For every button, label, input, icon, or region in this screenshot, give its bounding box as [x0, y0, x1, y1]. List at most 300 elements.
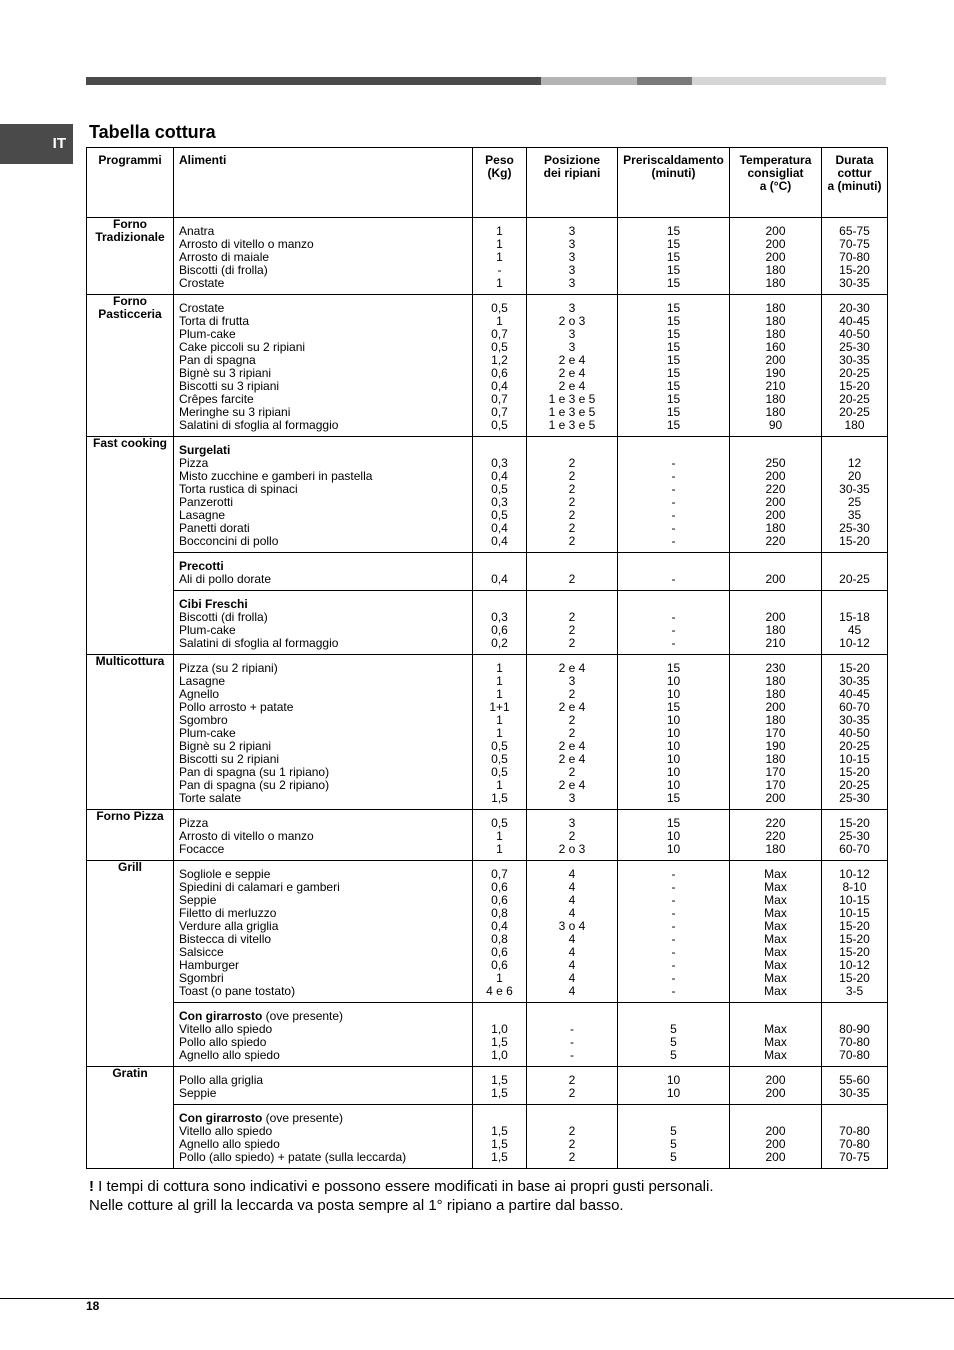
duration-value: 10-12 [839, 636, 870, 650]
food-item: Crostate [179, 276, 225, 290]
note-line-2: Nelle cotture al grill la leccarda va posta sempre al 1° ripiano a partire dal basso. [89, 1197, 624, 1214]
preheat-minutes: 10 [666, 752, 681, 766]
weight-value: 1,0 [491, 1048, 508, 1062]
food-item: Vitello allo spiedo [179, 1124, 273, 1138]
temperature-value: Max [764, 1035, 787, 1049]
weight-value: 1 [496, 314, 503, 328]
temperature-value: 180 [765, 301, 786, 315]
preheat-minutes: - [671, 456, 676, 470]
shelf-position: 2 o 3 [558, 314, 586, 328]
duration-value: 70-75 [839, 237, 870, 251]
table-row [87, 1067, 888, 1105]
preheat-minutes: 15 [666, 224, 681, 238]
header-line: (minuti) [651, 166, 696, 180]
preheat-minutes: 15 [666, 392, 681, 406]
bar-segment-dark [86, 77, 541, 85]
shelf-position-cell [527, 1067, 618, 1105]
duration-value: 15-20 [839, 945, 870, 959]
preheat-minutes: - [671, 919, 676, 933]
header-durata [822, 148, 888, 218]
food-item: Biscotti su 3 ripiani [179, 379, 280, 393]
duration-value: 20 [847, 469, 862, 483]
food-item: Sgombro [179, 713, 228, 727]
food-item: Plum-cake [179, 726, 236, 740]
preheat-minutes: - [671, 906, 676, 920]
shelf-position: 3 [568, 816, 576, 830]
temperature-value: Max [764, 958, 787, 972]
preheat-minutes: 10 [666, 713, 681, 727]
food-item: Toast (o pane tostato) [179, 984, 296, 998]
header-alimenti: Alimenti [174, 148, 473, 218]
preheat-minutes-cell [618, 1003, 730, 1067]
preheat-minutes: - [671, 932, 676, 946]
food-item: Pollo allo spiedo [179, 1035, 267, 1049]
duration-value: 70-80 [839, 1048, 870, 1062]
food-group-title: Con girarrosto [179, 1111, 263, 1125]
temperature-value-cell [730, 591, 822, 655]
program-cell: Forno Pizza [87, 810, 174, 861]
shelf-position: - [570, 1022, 574, 1036]
duration-value: 20-25 [839, 572, 870, 586]
weight-value: 1,2 [491, 353, 508, 367]
weight-value: 0,5 [491, 816, 508, 830]
weight-value: 1,5 [491, 1035, 508, 1049]
weight-value: 1,5 [491, 1150, 508, 1164]
preheat-minutes: - [671, 623, 676, 637]
food-item: Biscotti (di frolla) [179, 610, 268, 624]
shelf-position-cell [527, 553, 618, 591]
weight-value-cell [473, 553, 527, 591]
food-cell [174, 295, 473, 437]
temperature-value-cell [730, 810, 822, 861]
temperature-value: 200 [765, 1150, 786, 1164]
duration-value: 30-35 [839, 1086, 870, 1100]
shelf-position: 2 e 4 [558, 353, 586, 367]
temperature-value-cell [730, 218, 822, 295]
shelf-position: 2 e 4 [558, 700, 586, 714]
preheat-minutes: 10 [666, 829, 681, 843]
temperature-value: 180 [765, 623, 786, 637]
table-row [87, 218, 888, 295]
preheat-minutes: - [671, 482, 676, 496]
duration-value: 40-50 [839, 327, 870, 341]
preheat-minutes: 5 [670, 1048, 677, 1062]
shelf-position-cell [527, 295, 618, 437]
preheat-minutes-cell [618, 591, 730, 655]
preheat-minutes: - [671, 610, 676, 624]
program-cell: Grill [87, 861, 174, 1067]
temperature-value: 180 [765, 263, 786, 277]
temperature-value: Max [764, 932, 787, 946]
shelf-position: 2 [568, 726, 576, 740]
temperature-value: 170 [765, 726, 786, 740]
food-item: Pollo (allo spiedo) + patate (sulla leccarda) [179, 1150, 407, 1164]
weight-value-cell [473, 1105, 527, 1169]
duration-value: 10-15 [839, 752, 870, 766]
preheat-minutes: 10 [666, 842, 681, 856]
weight-value: 1 [496, 250, 503, 264]
food-item: Lasagne [179, 674, 226, 688]
duration-value: 60-70 [839, 842, 870, 856]
duration-value: 15-18 [839, 610, 870, 624]
duration-value: 15-20 [839, 932, 870, 946]
shelf-position: 2 [568, 713, 576, 727]
shelf-position: 3 [568, 327, 576, 341]
weight-value: 1,5 [491, 791, 508, 805]
duration-value: 70-80 [839, 1124, 870, 1138]
weight-value: 0,8 [491, 932, 508, 946]
food-cell [174, 655, 473, 810]
shelf-position: 1 e 3 e 5 [548, 392, 596, 406]
shelf-position: 2 [568, 623, 576, 637]
food-item: Lasagne [179, 508, 226, 522]
page-title: Tabella cottura [89, 122, 216, 142]
temperature-value: 180 [765, 713, 786, 727]
shelf-position: 3 [568, 263, 576, 277]
temperature-value: 160 [765, 340, 786, 354]
preheat-minutes: 10 [666, 765, 681, 779]
weight-value: 0,4 [491, 469, 508, 483]
food-item: Seppie [179, 1086, 217, 1100]
preheat-minutes-cell [618, 437, 730, 553]
weight-value: 0,6 [491, 893, 508, 907]
preheat-minutes: 5 [670, 1137, 677, 1151]
weight-value: 0,5 [491, 508, 508, 522]
weight-value: 0,7 [491, 327, 508, 341]
food-cell [174, 591, 473, 655]
shelf-position: 2 [568, 572, 576, 586]
duration-value-cell [822, 861, 888, 1003]
food-item: Agnello allo spiedo [179, 1137, 280, 1151]
food-item: Filetto di merluzzo [179, 906, 277, 920]
temperature-value-cell [730, 655, 822, 810]
preheat-minutes: - [671, 572, 676, 586]
weight-value-cell [473, 437, 527, 553]
shelf-position: 4 [568, 932, 576, 946]
temperature-value: 190 [765, 366, 786, 380]
header-posizione [527, 148, 618, 218]
shelf-position: 3 [568, 250, 576, 264]
food-item: Pan di spagna (su 1 ripiano) [179, 765, 330, 779]
food-item: Plum-cake [179, 327, 236, 341]
weight-value: 1 [496, 224, 503, 238]
table-header-row [87, 148, 888, 218]
duration-value: 80-90 [839, 1022, 870, 1036]
shelf-position: 2 e 4 [558, 778, 586, 792]
temperature-value: 180 [765, 687, 786, 701]
weight-value-cell [473, 861, 527, 1003]
duration-value: 10-12 [839, 958, 870, 972]
weight-value: 0,5 [491, 765, 508, 779]
shelf-position-cell [527, 861, 618, 1003]
food-item: Biscotti (di frolla) [179, 263, 268, 277]
preheat-minutes: 15 [666, 353, 681, 367]
duration-value-cell [822, 553, 888, 591]
weight-value: 1 [496, 687, 503, 701]
table-row [87, 1003, 888, 1067]
temperature-value: 220 [765, 482, 786, 496]
weight-value: 0,2 [491, 636, 508, 650]
temperature-value: 200 [765, 1124, 786, 1138]
weight-value: 0,6 [491, 945, 508, 959]
food-item: Bignè su 3 ripiani [179, 366, 272, 380]
temperature-value: Max [764, 971, 787, 985]
duration-value-cell [822, 295, 888, 437]
duration-value: 10-15 [839, 906, 870, 920]
temperature-value: 180 [765, 405, 786, 419]
temperature-value-cell [730, 553, 822, 591]
temperature-value: 180 [765, 521, 786, 535]
shelf-position: 4 [568, 880, 576, 894]
shelf-position: 2 [568, 469, 576, 483]
duration-value: 70-80 [839, 1137, 870, 1151]
preheat-minutes: - [671, 508, 676, 522]
weight-value: 1,5 [491, 1086, 508, 1100]
weight-value: 0,4 [491, 379, 508, 393]
temperature-value: 200 [765, 610, 786, 624]
preheat-minutes: 15 [666, 418, 681, 432]
weight-value: 1 [496, 778, 503, 792]
shelf-position: 3 [568, 340, 576, 354]
weight-value-cell [473, 1003, 527, 1067]
food-item: Salsicce [179, 945, 224, 959]
duration-value: 3-5 [845, 984, 864, 998]
weight-value: 0,5 [491, 418, 508, 432]
duration-value: 180 [844, 418, 865, 432]
duration-value: 60-70 [839, 700, 870, 714]
food-group-note: (ove presente) [262, 1009, 344, 1023]
header-line: Temperatura [739, 153, 812, 167]
temperature-value-cell [730, 1003, 822, 1067]
shelf-position: 3 [568, 674, 576, 688]
temperature-value: 170 [765, 765, 786, 779]
duration-value: 15-20 [839, 816, 870, 830]
food-group-note: (ove presente) [262, 1111, 344, 1125]
weight-value: 1 [496, 726, 503, 740]
duration-value: 15-20 [839, 971, 870, 985]
temperature-value: 200 [765, 495, 786, 509]
weight-value: 1,5 [491, 1137, 508, 1151]
temperature-value-cell [730, 1105, 822, 1169]
food-item: Agnello [179, 687, 220, 701]
duration-value: 12 [847, 456, 862, 470]
table-row [87, 553, 888, 591]
duration-value: 55-60 [839, 1073, 870, 1087]
preheat-minutes: 15 [666, 314, 681, 328]
food-item: Pizza [179, 816, 209, 830]
shelf-position: 2 [568, 495, 576, 509]
header-decoration-bar [86, 77, 886, 85]
shelf-position: 1 e 3 e 5 [548, 418, 596, 432]
header-programmi: Programmi [87, 148, 174, 218]
shelf-position: 2 [568, 636, 576, 650]
weight-value: 0,8 [491, 906, 508, 920]
temperature-value: Max [764, 880, 787, 894]
duration-value: 40-45 [839, 314, 870, 328]
duration-value: 20-25 [839, 366, 870, 380]
weight-value: 0,3 [491, 456, 508, 470]
temperature-value-cell [730, 437, 822, 553]
table-row [87, 655, 888, 810]
shelf-position: 2 [568, 534, 576, 548]
weight-value: 1,5 [491, 1124, 508, 1138]
weight-value: 1 [496, 829, 503, 843]
shelf-position: 3 o 4 [558, 919, 586, 933]
program-cell: Fast cooking [87, 437, 174, 655]
food-cell [174, 861, 473, 1003]
food-group-title: Precotti [179, 559, 224, 573]
preheat-minutes: 15 [666, 366, 681, 380]
duration-value: 40-45 [839, 687, 870, 701]
shelf-position: 4 [568, 893, 576, 907]
food-cell [174, 1105, 473, 1169]
food-cell [174, 810, 473, 861]
food-item: Seppie [179, 893, 217, 907]
preheat-minutes: 15 [666, 379, 681, 393]
shelf-position-cell [527, 810, 618, 861]
header-line: Posizione [543, 153, 600, 167]
header-line: consigliat [747, 166, 804, 180]
weight-value: 0,4 [491, 572, 508, 586]
duration-value: 30-35 [839, 276, 870, 290]
program-cell: Gratin [87, 1067, 174, 1169]
duration-value: 45 [847, 623, 862, 637]
temperature-value-cell [730, 861, 822, 1003]
duration-value: 20-25 [839, 405, 870, 419]
temperature-value: 200 [765, 1086, 786, 1100]
temperature-value: 190 [765, 739, 786, 753]
weight-value: 0,5 [491, 482, 508, 496]
shelf-position: 2 [568, 687, 576, 701]
weight-value: 0,6 [491, 958, 508, 972]
duration-value: 20-25 [839, 778, 870, 792]
preheat-minutes: - [671, 880, 676, 894]
shelf-position: 3 [568, 301, 576, 315]
duration-value: 25-30 [839, 791, 870, 805]
temperature-value: 180 [765, 276, 786, 290]
shelf-position: 2 [568, 456, 576, 470]
duration-value-cell [822, 1105, 888, 1169]
header-preriscaldamento [618, 148, 730, 218]
food-cell [174, 1067, 473, 1105]
duration-value: 30-35 [839, 353, 870, 367]
shelf-position: 2 [568, 1086, 576, 1100]
food-group-title: Surgelati [179, 443, 231, 457]
food-item: Crêpes farcite [179, 392, 254, 406]
food-item: Torta rustica di spinaci [179, 482, 298, 496]
header-line: (Kg) [487, 166, 512, 180]
preheat-minutes: 10 [666, 1086, 681, 1100]
preheat-minutes-cell [618, 655, 730, 810]
preheat-minutes: - [671, 495, 676, 509]
weight-value: - [497, 263, 502, 277]
food-cell [174, 218, 473, 295]
food-item: Arrosto di maiale [179, 250, 270, 264]
bar-segment-mid [541, 77, 637, 85]
preheat-minutes-cell [618, 861, 730, 1003]
weight-value-cell [473, 655, 527, 810]
weight-value: 0,4 [491, 919, 508, 933]
weight-value: 1 [496, 842, 503, 856]
table-row [87, 861, 888, 1003]
temperature-value: 200 [765, 224, 786, 238]
duration-value: 70-80 [839, 1035, 870, 1049]
duration-value: 25 [847, 495, 862, 509]
preheat-minutes: - [671, 469, 676, 483]
temperature-value: 180 [765, 752, 786, 766]
shelf-position: 4 [568, 906, 576, 920]
preheat-minutes: 10 [666, 739, 681, 753]
food-item: Pizza [179, 456, 209, 470]
weight-value-cell [473, 810, 527, 861]
duration-value: 25-30 [839, 829, 870, 843]
duration-value: 40-50 [839, 726, 870, 740]
temperature-value: Max [764, 1048, 787, 1062]
food-item: Anatra [179, 224, 215, 238]
duration-value: 30-35 [839, 713, 870, 727]
shelf-position: 4 [568, 984, 576, 998]
food-item: Hamburger [179, 958, 240, 972]
duration-value: 65-75 [839, 224, 870, 238]
temperature-value: 210 [765, 379, 786, 393]
temperature-value: Max [764, 867, 787, 881]
weight-value-cell [473, 1067, 527, 1105]
food-cell [174, 553, 473, 591]
table-row [87, 295, 888, 437]
temperature-value-cell [730, 1067, 822, 1105]
duration-value: 15-20 [839, 661, 870, 675]
temperature-value: 250 [765, 456, 786, 470]
duration-value-cell [822, 437, 888, 553]
food-item: Cake piccoli su 2 ripiani [179, 340, 306, 354]
shelf-position-cell [527, 1105, 618, 1169]
weight-value: 1,0 [491, 1022, 508, 1036]
header-line: Preriscaldamento [623, 153, 724, 167]
temperature-value: Max [764, 893, 787, 907]
program-cell: Multicottura [87, 655, 174, 810]
shelf-position: 3 [568, 276, 576, 290]
food-item: Biscotti su 2 ripiani [179, 752, 280, 766]
weight-value: 1 [496, 661, 503, 675]
temperature-value: 90 [768, 418, 783, 432]
duration-value: 8-10 [842, 880, 867, 894]
shelf-position: 2 e 4 [558, 366, 586, 380]
food-item: Pollo alla griglia [179, 1073, 264, 1087]
header-line: a (minuti) [827, 179, 882, 193]
duration-value: 70-75 [839, 1150, 870, 1164]
food-item: Crostate [179, 301, 225, 315]
weight-value-cell [473, 591, 527, 655]
table-row [87, 591, 888, 655]
preheat-minutes: - [671, 867, 676, 881]
program-cell: Forno Pasticceria [87, 295, 174, 437]
shelf-position: 3 [568, 224, 576, 238]
header-peso [473, 148, 527, 218]
table-row [87, 1105, 888, 1169]
preheat-minutes: - [671, 984, 676, 998]
shelf-position: 3 [568, 791, 576, 805]
preheat-minutes: 10 [666, 674, 681, 688]
preheat-minutes: 10 [666, 687, 681, 701]
duration-value: 35 [847, 508, 862, 522]
weight-value-cell [473, 218, 527, 295]
temperature-value: 220 [765, 816, 786, 830]
duration-value-cell [822, 591, 888, 655]
header-temperatura [730, 148, 822, 218]
shelf-position: 2 [568, 482, 576, 496]
preheat-minutes: - [671, 534, 676, 548]
preheat-minutes: 15 [666, 816, 681, 830]
